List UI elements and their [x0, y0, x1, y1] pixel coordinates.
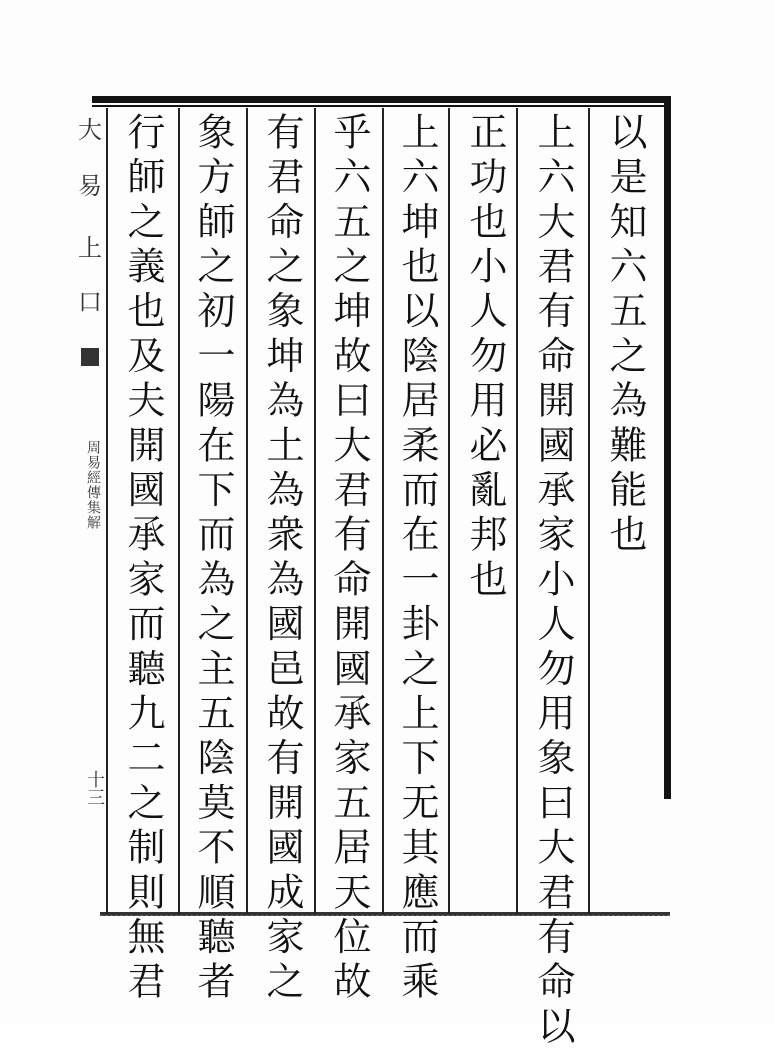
text-column-6: 有君命之象坤為土為衆為國邑故有開國成家之 [260, 112, 304, 1006]
text-column-8: 行師之義也及夫開國承家而聽九二之制則無君 [121, 112, 165, 1006]
text-column-4: 上六坤也以陰居柔而在一卦之上下无其應而乘 [395, 112, 439, 1006]
book-title: 周易經傳集解 [85, 440, 101, 530]
column-rule [246, 108, 248, 914]
frame-bottom-border [100, 912, 670, 916]
margin-fragment: 大 [78, 116, 102, 144]
page-number: 十三 [84, 770, 105, 806]
column-rule [448, 108, 450, 914]
fishtail-mark-icon [81, 348, 99, 366]
page-margin [76, 110, 106, 910]
column-rule [382, 108, 384, 914]
margin-fragment: 上 [78, 234, 102, 262]
column-rule [314, 108, 316, 914]
text-column-3: 正功也小人勿用必亂邦也 [463, 112, 507, 604]
column-rule [588, 108, 590, 914]
margin-fragment: 口 [78, 288, 102, 316]
margin-fragment: 易 [78, 172, 102, 200]
text-column-5: 乎六五之坤故曰大君有命開國承家五居天位故 [327, 112, 371, 1006]
frame-right-border [664, 96, 671, 799]
column-rule [516, 108, 518, 914]
text-column-7: 象方師之初一陽在下而為之主五陰莫不順聽者 [191, 112, 235, 1006]
text-column-2: 上六大君有命開國承家小人勿用象曰大君有命以 [531, 112, 575, 1051]
frame-top-border-inner [92, 105, 670, 107]
column-rule [178, 108, 180, 914]
frame-top-border [92, 96, 670, 103]
text-column-1: 以是知六五之為難能也 [603, 112, 647, 559]
